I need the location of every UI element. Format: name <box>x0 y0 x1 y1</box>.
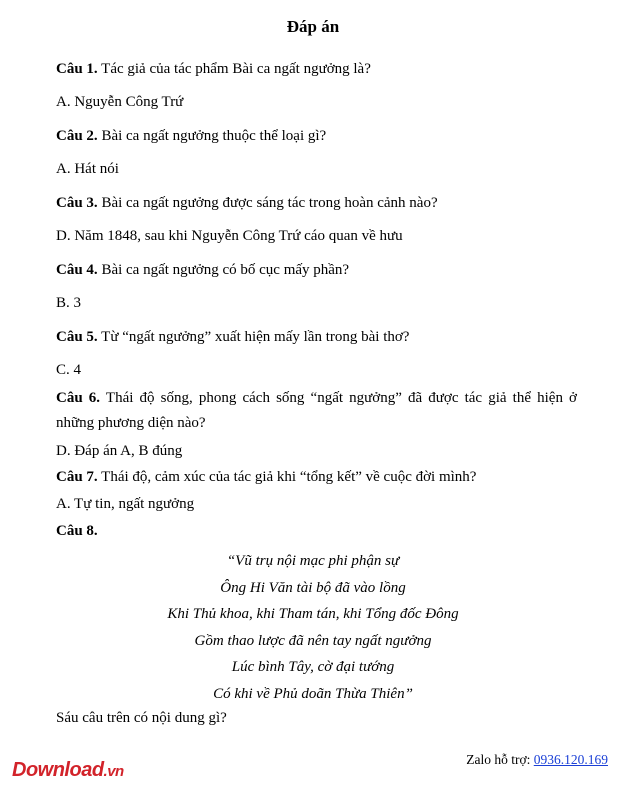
question-number: Câu 3. <box>56 195 98 211</box>
support-label: Zalo hỗ trợ: <box>466 752 534 767</box>
question-number: Câu 6. <box>56 390 101 406</box>
question-number: Câu 4. <box>56 262 98 278</box>
poem-line: Khi Thủ khoa, khi Tham tán, khi Tổng đốc Đông <box>167 606 459 623</box>
answer-4: B. 3 <box>56 295 82 311</box>
question-4 <box>56 262 349 279</box>
poem-line: “Vũ trụ nội mạc phi phận sự <box>226 553 400 569</box>
question-text: Bài ca ngất ngưởng thuộc thể loại gì? <box>97 128 327 144</box>
answer-6: D. Đáp án A, B đúng <box>56 443 183 459</box>
question-3 <box>56 195 438 212</box>
question-8 <box>56 523 98 540</box>
question-number: Câu 5. <box>56 329 98 345</box>
answer-2: A. Hát nói <box>56 161 119 177</box>
support-phone-link[interactable]: 0936.120.169 <box>533 752 608 767</box>
question-number: Câu 1. <box>56 61 98 77</box>
answer-1: A. Nguyễn Công Trứ <box>56 94 184 110</box>
question-number: Câu 2. <box>56 128 98 144</box>
logo-main-text: Download <box>12 759 104 781</box>
poem-excerpt <box>0 548 626 708</box>
poem-line: Có khi về Phủ doãn Thừa Thiên” <box>213 685 413 702</box>
support-contact <box>466 752 608 768</box>
question-1 <box>56 61 371 78</box>
poem-line: Gồm thao lược đã nên tay ngất ngưởng <box>194 632 432 649</box>
poem-line: Ông Hi Văn tài bộ đã vào lồng <box>220 579 406 596</box>
question-text: Thái độ sống, phong cách sống “ngất ngưởng” đã được tác giả thể hiện ở những phương diện nào? <box>56 390 577 431</box>
answer-7: A. Tự tin, ngất ngưởng <box>56 496 195 512</box>
question-6 <box>56 386 577 436</box>
question-number: Câu 7. <box>56 469 98 485</box>
question-text: Bài ca ngất ngưởng có bố cục mấy phần? <box>97 262 350 278</box>
answer-3: D. Năm 1848, sau khi Nguyễn Công Trứ cáo quan về hưu <box>56 228 403 244</box>
download-vn-logo[interactable] <box>12 759 124 782</box>
question-text: Từ “ngất ngưởng” xuất hiện mấy lần trong bài thơ? <box>97 329 410 345</box>
question-text: Tác giả của tác phẩm Bài ca ngất ngưởng là? <box>97 61 371 77</box>
question-number: Câu 8. <box>56 523 98 539</box>
question-8-prompt: Sáu câu trên có nội dung gì? <box>56 710 227 726</box>
question-text: Thái độ, cảm xúc của tác giả khi “tổng kết” về cuộc đời mình? <box>97 469 477 485</box>
answer-5: C. 4 <box>56 362 82 378</box>
question-7 <box>56 469 476 486</box>
poem-line: Lúc bình Tây, cờ đại tướng <box>231 659 395 676</box>
document-title: Đáp án <box>286 17 340 36</box>
question-2 <box>56 128 326 145</box>
question-text: Bài ca ngất ngưởng được sáng tác trong hoàn cảnh nào? <box>97 195 438 211</box>
question-5 <box>56 329 409 346</box>
logo-tld-text: .vn <box>103 763 124 780</box>
